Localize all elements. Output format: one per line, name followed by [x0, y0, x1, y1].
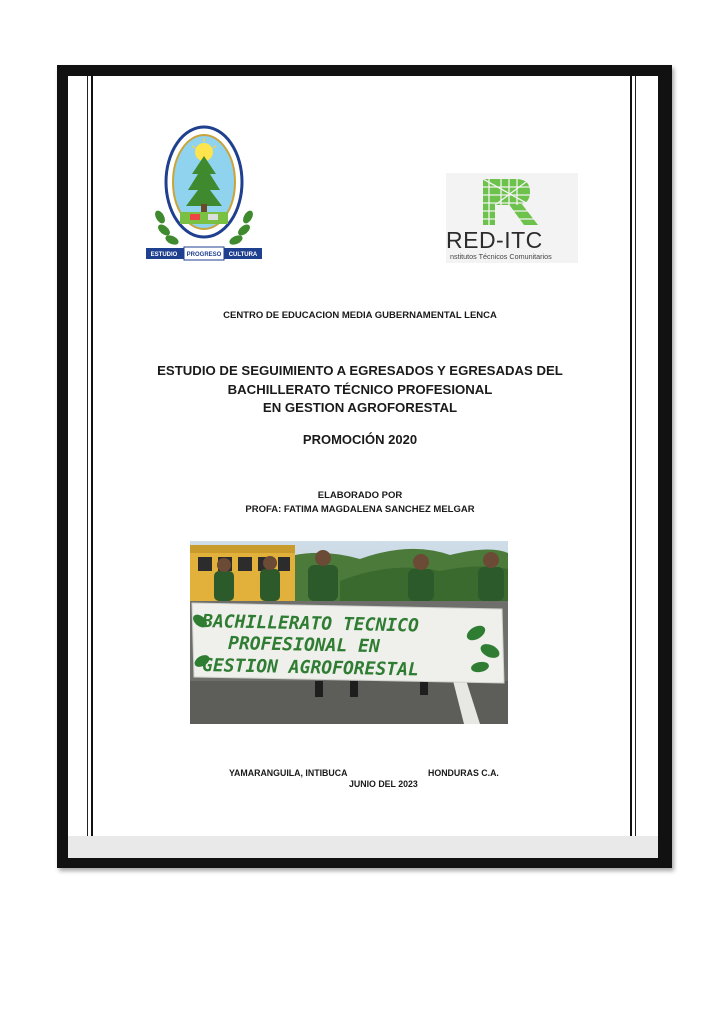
footer-date: JUNIO DEL 2023 — [349, 779, 418, 789]
title-line-2: BACHILLERATO TÉCNICO PROFESIONAL — [227, 381, 493, 397]
promotion-year: PROMOCIÓN 2020 — [302, 432, 418, 447]
institution-name: CENTRO DE EDUCACION MEDIA GUBERNAMENTAL LENCA — [223, 310, 497, 321]
border-rule-right-outer — [635, 76, 636, 836]
graduates-photo — [190, 541, 508, 724]
page-bottom-band — [68, 836, 658, 858]
title-line-1: ESTUDIO DE SEGUIMIENTO A EGRESADOS Y EGRESADAS DEL — [157, 363, 563, 378]
author-name: PROFA: FATIMA MAGDALENA SANCHEZ MELGAR — [245, 503, 475, 515]
banner-line-2: PROFESIONAL EN — [227, 633, 381, 658]
author-block — [90, 489, 630, 516]
banner-line-1: BACHILLERATO TECNICO — [201, 611, 420, 637]
border-rule-right-inner — [630, 76, 632, 836]
border-rule-left-outer — [87, 76, 88, 836]
title-line-3: EN GESTION AGROFORESTAL — [262, 400, 458, 415]
banner-line-3: GESTION AGROFORESTAL — [201, 655, 420, 681]
footer-city: YAMARANGUILA, INTIBUCA — [229, 768, 348, 778]
seal-ribbon-center: PROGRESO — [186, 252, 222, 258]
seal-ribbon-left: ESTUDIO — [150, 252, 178, 258]
red-itc-logo-subtitle: nstitutos Técnicos Comunitarios — [450, 252, 552, 261]
document-title — [90, 362, 630, 418]
seal-ribbon-right: CULTURA — [228, 252, 258, 258]
footer-country: HONDURAS C.A. — [428, 768, 499, 778]
author-label: ELABORADO POR — [317, 490, 403, 501]
school-seal-icon — [140, 122, 268, 264]
border-rule-left-inner — [91, 76, 93, 836]
red-itc-logo-name: RED-ITC — [446, 227, 543, 253]
